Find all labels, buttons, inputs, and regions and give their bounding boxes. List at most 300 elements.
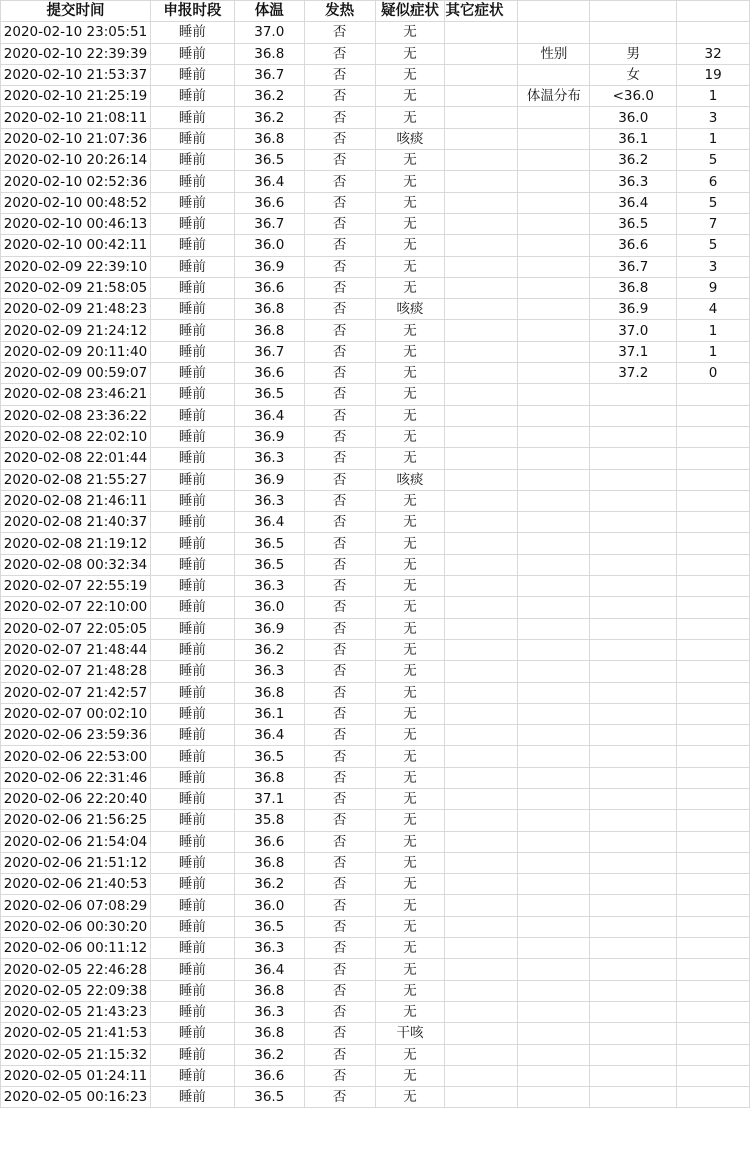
period-cell[interactable]: 睡前 xyxy=(150,938,234,959)
temp-cell[interactable]: 36.7 xyxy=(234,341,304,362)
submit-time-cell[interactable]: 2020-02-08 21:40:37 xyxy=(1,512,151,533)
fever-cell[interactable]: 否 xyxy=(304,86,375,107)
temp-cell[interactable]: 36.6 xyxy=(234,277,304,298)
empty-cell[interactable] xyxy=(518,192,590,213)
empty-cell[interactable] xyxy=(590,916,677,937)
temp-cell[interactable]: 36.2 xyxy=(234,639,304,660)
empty-cell[interactable] xyxy=(518,1023,590,1044)
fever-cell[interactable]: 否 xyxy=(304,107,375,128)
period-cell[interactable]: 睡前 xyxy=(150,874,234,895)
empty-cell[interactable] xyxy=(677,874,750,895)
suspect-symptom-cell[interactable]: 干咳 xyxy=(375,1023,445,1044)
suspect-symptom-cell[interactable]: 无 xyxy=(375,448,445,469)
period-cell[interactable]: 睡前 xyxy=(150,576,234,597)
fever-cell[interactable]: 否 xyxy=(304,171,375,192)
empty-cell[interactable] xyxy=(677,1,750,22)
empty-cell[interactable] xyxy=(518,810,590,831)
period-cell[interactable]: 睡前 xyxy=(150,746,234,767)
empty-cell[interactable] xyxy=(677,746,750,767)
other-symptom-cell[interactable] xyxy=(445,831,518,852)
suspect-symptom-cell[interactable]: 无 xyxy=(375,256,445,277)
other-symptom-cell[interactable] xyxy=(445,661,518,682)
empty-cell[interactable] xyxy=(677,469,750,490)
submit-time-cell[interactable]: 2020-02-10 23:05:51 xyxy=(1,22,151,43)
temp-cell[interactable]: 36.4 xyxy=(234,512,304,533)
empty-cell[interactable] xyxy=(518,235,590,256)
empty-cell[interactable] xyxy=(518,1044,590,1065)
temp-cell[interactable]: 36.4 xyxy=(234,959,304,980)
empty-cell[interactable] xyxy=(590,938,677,959)
empty-cell[interactable] xyxy=(677,597,750,618)
suspect-symptom-cell[interactable]: 无 xyxy=(375,405,445,426)
period-cell[interactable]: 睡前 xyxy=(150,1065,234,1086)
suspect-symptom-cell[interactable]: 无 xyxy=(375,980,445,1001)
suspect-symptom-cell[interactable]: 无 xyxy=(375,746,445,767)
other-symptom-cell[interactable] xyxy=(445,405,518,426)
empty-cell[interactable] xyxy=(518,916,590,937)
submit-time-cell[interactable]: 2020-02-05 21:41:53 xyxy=(1,1023,151,1044)
submit-time-cell[interactable]: 2020-02-09 21:58:05 xyxy=(1,277,151,298)
empty-cell[interactable] xyxy=(518,213,590,234)
temp-cell[interactable]: 36.2 xyxy=(234,86,304,107)
empty-cell[interactable] xyxy=(590,384,677,405)
fever-cell[interactable]: 否 xyxy=(304,746,375,767)
summary-value-cell[interactable]: 男 xyxy=(590,43,677,64)
temp-cell[interactable]: 36.8 xyxy=(234,852,304,873)
other-symptom-cell[interactable] xyxy=(445,533,518,554)
summary-value-cell[interactable]: 36.8 xyxy=(590,277,677,298)
summary-count-cell[interactable]: 19 xyxy=(677,64,750,85)
other-symptom-cell[interactable] xyxy=(445,448,518,469)
other-symptom-cell[interactable] xyxy=(445,384,518,405)
period-cell[interactable]: 睡前 xyxy=(150,916,234,937)
temp-cell[interactable]: 36.8 xyxy=(234,767,304,788)
empty-cell[interactable] xyxy=(518,256,590,277)
submit-time-cell[interactable]: 2020-02-06 21:40:53 xyxy=(1,874,151,895)
temp-cell[interactable]: 36.3 xyxy=(234,576,304,597)
empty-cell[interactable] xyxy=(518,469,590,490)
summary-value-cell[interactable]: 37.1 xyxy=(590,341,677,362)
empty-cell[interactable] xyxy=(518,703,590,724)
fever-cell[interactable]: 否 xyxy=(304,426,375,447)
suspect-symptom-cell[interactable]: 无 xyxy=(375,938,445,959)
suspect-symptom-cell[interactable]: 无 xyxy=(375,150,445,171)
submit-time-cell[interactable]: 2020-02-10 20:26:14 xyxy=(1,150,151,171)
temp-cell[interactable]: 36.3 xyxy=(234,1001,304,1022)
fever-cell[interactable]: 否 xyxy=(304,299,375,320)
submit-time-cell[interactable]: 2020-02-08 21:19:12 xyxy=(1,533,151,554)
summary-count-cell[interactable]: 5 xyxy=(677,192,750,213)
period-cell[interactable]: 睡前 xyxy=(150,490,234,511)
other-symptom-cell[interactable] xyxy=(445,767,518,788)
empty-cell[interactable] xyxy=(677,725,750,746)
fever-cell[interactable]: 否 xyxy=(304,767,375,788)
empty-cell[interactable] xyxy=(518,831,590,852)
suspect-symptom-cell[interactable]: 无 xyxy=(375,320,445,341)
period-cell[interactable]: 睡前 xyxy=(150,788,234,809)
summary-value-cell[interactable]: <36.0 xyxy=(590,86,677,107)
empty-cell[interactable] xyxy=(590,1065,677,1086)
summary-count-cell[interactable]: 6 xyxy=(677,171,750,192)
empty-cell[interactable] xyxy=(518,64,590,85)
temp-cell[interactable]: 37.0 xyxy=(234,22,304,43)
fever-cell[interactable]: 否 xyxy=(304,363,375,384)
suspect-symptom-cell[interactable]: 无 xyxy=(375,767,445,788)
temp-cell[interactable]: 36.3 xyxy=(234,448,304,469)
empty-cell[interactable] xyxy=(590,448,677,469)
suspect-symptom-cell[interactable]: 无 xyxy=(375,22,445,43)
period-cell[interactable]: 睡前 xyxy=(150,852,234,873)
fever-cell[interactable]: 否 xyxy=(304,725,375,746)
header-temp[interactable]: 体温 xyxy=(234,1,304,22)
other-symptom-cell[interactable] xyxy=(445,746,518,767)
submit-time-cell[interactable]: 2020-02-05 22:09:38 xyxy=(1,980,151,1001)
summary-value-cell[interactable]: 37.0 xyxy=(590,320,677,341)
period-cell[interactable]: 睡前 xyxy=(150,235,234,256)
submit-time-cell[interactable]: 2020-02-06 22:53:00 xyxy=(1,746,151,767)
empty-cell[interactable] xyxy=(590,852,677,873)
temp-cell[interactable]: 36.5 xyxy=(234,746,304,767)
period-cell[interactable]: 睡前 xyxy=(150,512,234,533)
other-symptom-cell[interactable] xyxy=(445,618,518,639)
other-symptom-cell[interactable] xyxy=(445,213,518,234)
empty-cell[interactable] xyxy=(677,533,750,554)
suspect-symptom-cell[interactable]: 无 xyxy=(375,554,445,575)
suspect-symptom-cell[interactable]: 无 xyxy=(375,703,445,724)
temp-cell[interactable]: 36.8 xyxy=(234,299,304,320)
submit-time-cell[interactable]: 2020-02-06 23:59:36 xyxy=(1,725,151,746)
fever-cell[interactable]: 否 xyxy=(304,320,375,341)
other-symptom-cell[interactable] xyxy=(445,64,518,85)
period-cell[interactable]: 睡前 xyxy=(150,959,234,980)
fever-cell[interactable]: 否 xyxy=(304,661,375,682)
fever-cell[interactable]: 否 xyxy=(304,554,375,575)
temp-cell[interactable]: 36.8 xyxy=(234,43,304,64)
summary-label-cell[interactable]: 性别 xyxy=(518,43,590,64)
period-cell[interactable]: 睡前 xyxy=(150,128,234,149)
suspect-symptom-cell[interactable]: 咳痰 xyxy=(375,469,445,490)
empty-cell[interactable] xyxy=(590,980,677,1001)
summary-count-cell[interactable]: 5 xyxy=(677,150,750,171)
empty-cell[interactable] xyxy=(518,618,590,639)
empty-cell[interactable] xyxy=(590,746,677,767)
empty-cell[interactable] xyxy=(590,767,677,788)
period-cell[interactable]: 睡前 xyxy=(150,150,234,171)
summary-value-cell[interactable]: 36.0 xyxy=(590,107,677,128)
other-symptom-cell[interactable] xyxy=(445,788,518,809)
suspect-symptom-cell[interactable]: 无 xyxy=(375,384,445,405)
empty-cell[interactable] xyxy=(677,959,750,980)
submit-time-cell[interactable]: 2020-02-06 22:31:46 xyxy=(1,767,151,788)
submit-time-cell[interactable]: 2020-02-06 22:20:40 xyxy=(1,788,151,809)
other-symptom-cell[interactable] xyxy=(445,874,518,895)
suspect-symptom-cell[interactable]: 无 xyxy=(375,171,445,192)
empty-cell[interactable] xyxy=(677,405,750,426)
other-symptom-cell[interactable] xyxy=(445,554,518,575)
fever-cell[interactable]: 否 xyxy=(304,533,375,554)
temp-cell[interactable]: 36.6 xyxy=(234,831,304,852)
submit-time-cell[interactable]: 2020-02-10 02:52:36 xyxy=(1,171,151,192)
empty-cell[interactable] xyxy=(677,810,750,831)
other-symptom-cell[interactable] xyxy=(445,938,518,959)
empty-cell[interactable] xyxy=(677,938,750,959)
temp-cell[interactable]: 36.5 xyxy=(234,384,304,405)
suspect-symptom-cell[interactable]: 无 xyxy=(375,490,445,511)
temp-cell[interactable]: 36.3 xyxy=(234,661,304,682)
other-symptom-cell[interactable] xyxy=(445,299,518,320)
temp-cell[interactable]: 36.8 xyxy=(234,1023,304,1044)
empty-cell[interactable] xyxy=(677,682,750,703)
other-symptom-cell[interactable] xyxy=(445,490,518,511)
summary-count-cell[interactable]: 1 xyxy=(677,320,750,341)
submit-time-cell[interactable]: 2020-02-06 21:51:12 xyxy=(1,852,151,873)
empty-cell[interactable] xyxy=(590,405,677,426)
suspect-symptom-cell[interactable]: 无 xyxy=(375,895,445,916)
empty-cell[interactable] xyxy=(677,1023,750,1044)
suspect-symptom-cell[interactable]: 无 xyxy=(375,1001,445,1022)
empty-cell[interactable] xyxy=(590,895,677,916)
temp-cell[interactable]: 36.5 xyxy=(234,916,304,937)
period-cell[interactable]: 睡前 xyxy=(150,192,234,213)
other-symptom-cell[interactable] xyxy=(445,171,518,192)
empty-cell[interactable] xyxy=(590,426,677,447)
summary-value-cell[interactable]: 36.3 xyxy=(590,171,677,192)
period-cell[interactable]: 睡前 xyxy=(150,213,234,234)
empty-cell[interactable] xyxy=(677,1044,750,1065)
period-cell[interactable]: 睡前 xyxy=(150,171,234,192)
summary-value-cell[interactable]: 36.5 xyxy=(590,213,677,234)
summary-value-cell[interactable]: 36.2 xyxy=(590,150,677,171)
other-symptom-cell[interactable] xyxy=(445,682,518,703)
empty-cell[interactable] xyxy=(677,767,750,788)
fever-cell[interactable]: 否 xyxy=(304,256,375,277)
empty-cell[interactable] xyxy=(518,1001,590,1022)
other-symptom-cell[interactable] xyxy=(445,277,518,298)
temp-cell[interactable]: 36.3 xyxy=(234,938,304,959)
fever-cell[interactable]: 否 xyxy=(304,128,375,149)
empty-cell[interactable] xyxy=(518,426,590,447)
other-symptom-cell[interactable] xyxy=(445,235,518,256)
suspect-symptom-cell[interactable]: 无 xyxy=(375,788,445,809)
fever-cell[interactable]: 否 xyxy=(304,788,375,809)
fever-cell[interactable]: 否 xyxy=(304,831,375,852)
fever-cell[interactable]: 否 xyxy=(304,448,375,469)
empty-cell[interactable] xyxy=(590,1023,677,1044)
other-symptom-cell[interactable] xyxy=(445,810,518,831)
other-symptom-cell[interactable] xyxy=(445,639,518,660)
empty-cell[interactable] xyxy=(518,874,590,895)
empty-cell[interactable] xyxy=(590,469,677,490)
other-symptom-cell[interactable] xyxy=(445,86,518,107)
submit-time-cell[interactable]: 2020-02-10 00:46:13 xyxy=(1,213,151,234)
submit-time-cell[interactable]: 2020-02-06 00:30:20 xyxy=(1,916,151,937)
other-symptom-cell[interactable] xyxy=(445,128,518,149)
empty-cell[interactable] xyxy=(590,597,677,618)
submit-time-cell[interactable]: 2020-02-08 23:36:22 xyxy=(1,405,151,426)
header-period[interactable]: 申报时段 xyxy=(150,1,234,22)
fever-cell[interactable]: 否 xyxy=(304,959,375,980)
fever-cell[interactable]: 否 xyxy=(304,1065,375,1086)
fever-cell[interactable]: 否 xyxy=(304,938,375,959)
period-cell[interactable]: 睡前 xyxy=(150,107,234,128)
empty-cell[interactable] xyxy=(677,490,750,511)
submit-time-cell[interactable]: 2020-02-09 00:59:07 xyxy=(1,363,151,384)
empty-cell[interactable] xyxy=(518,320,590,341)
fever-cell[interactable]: 否 xyxy=(304,916,375,937)
empty-cell[interactable] xyxy=(518,22,590,43)
temp-cell[interactable]: 36.8 xyxy=(234,980,304,1001)
other-symptom-cell[interactable] xyxy=(445,363,518,384)
summary-value-cell[interactable]: 36.7 xyxy=(590,256,677,277)
fever-cell[interactable]: 否 xyxy=(304,1001,375,1022)
submit-time-cell[interactable]: 2020-02-05 01:24:11 xyxy=(1,1065,151,1086)
temp-cell[interactable]: 36.9 xyxy=(234,256,304,277)
empty-cell[interactable] xyxy=(677,788,750,809)
suspect-symptom-cell[interactable]: 无 xyxy=(375,426,445,447)
period-cell[interactable]: 睡前 xyxy=(150,363,234,384)
period-cell[interactable]: 睡前 xyxy=(150,277,234,298)
suspect-symptom-cell[interactable]: 无 xyxy=(375,576,445,597)
summary-count-cell[interactable]: 1 xyxy=(677,128,750,149)
submit-time-cell[interactable]: 2020-02-08 23:46:21 xyxy=(1,384,151,405)
suspect-symptom-cell[interactable]: 无 xyxy=(375,874,445,895)
submit-time-cell[interactable]: 2020-02-10 21:08:11 xyxy=(1,107,151,128)
temp-cell[interactable]: 36.5 xyxy=(234,1087,304,1108)
other-symptom-cell[interactable] xyxy=(445,512,518,533)
period-cell[interactable]: 睡前 xyxy=(150,980,234,1001)
temp-cell[interactable]: 36.0 xyxy=(234,597,304,618)
empty-cell[interactable] xyxy=(590,661,677,682)
summary-count-cell[interactable]: 3 xyxy=(677,256,750,277)
empty-cell[interactable] xyxy=(518,171,590,192)
fever-cell[interactable]: 否 xyxy=(304,980,375,1001)
period-cell[interactable]: 睡前 xyxy=(150,469,234,490)
empty-cell[interactable] xyxy=(518,448,590,469)
submit-time-cell[interactable]: 2020-02-09 20:11:40 xyxy=(1,341,151,362)
suspect-symptom-cell[interactable]: 无 xyxy=(375,533,445,554)
period-cell[interactable]: 睡前 xyxy=(150,1001,234,1022)
empty-cell[interactable] xyxy=(677,703,750,724)
submit-time-cell[interactable]: 2020-02-07 22:10:00 xyxy=(1,597,151,618)
empty-cell[interactable] xyxy=(590,1044,677,1065)
suspect-symptom-cell[interactable]: 无 xyxy=(375,1087,445,1108)
suspect-symptom-cell[interactable]: 无 xyxy=(375,661,445,682)
temp-cell[interactable]: 36.7 xyxy=(234,64,304,85)
fever-cell[interactable]: 否 xyxy=(304,490,375,511)
fever-cell[interactable]: 否 xyxy=(304,639,375,660)
empty-cell[interactable] xyxy=(590,788,677,809)
submit-time-cell[interactable]: 2020-02-05 21:43:23 xyxy=(1,1001,151,1022)
summary-label-cell[interactable]: 体温分布 xyxy=(518,86,590,107)
submit-time-cell[interactable]: 2020-02-10 21:53:37 xyxy=(1,64,151,85)
suspect-symptom-cell[interactable]: 无 xyxy=(375,235,445,256)
empty-cell[interactable] xyxy=(677,852,750,873)
fever-cell[interactable]: 否 xyxy=(304,43,375,64)
fever-cell[interactable]: 否 xyxy=(304,22,375,43)
empty-cell[interactable] xyxy=(518,959,590,980)
temp-cell[interactable]: 36.6 xyxy=(234,363,304,384)
period-cell[interactable]: 睡前 xyxy=(150,554,234,575)
fever-cell[interactable]: 否 xyxy=(304,852,375,873)
temp-cell[interactable]: 36.5 xyxy=(234,533,304,554)
summary-value-cell[interactable]: 36.4 xyxy=(590,192,677,213)
temp-cell[interactable]: 36.2 xyxy=(234,107,304,128)
empty-cell[interactable] xyxy=(590,1001,677,1022)
empty-cell[interactable] xyxy=(518,512,590,533)
empty-cell[interactable] xyxy=(677,426,750,447)
empty-cell[interactable] xyxy=(590,725,677,746)
fever-cell[interactable]: 否 xyxy=(304,597,375,618)
other-symptom-cell[interactable] xyxy=(445,192,518,213)
empty-cell[interactable] xyxy=(518,725,590,746)
submit-time-cell[interactable]: 2020-02-09 21:48:23 xyxy=(1,299,151,320)
summary-value-cell[interactable]: 36.9 xyxy=(590,299,677,320)
empty-cell[interactable] xyxy=(590,874,677,895)
period-cell[interactable]: 睡前 xyxy=(150,831,234,852)
other-symptom-cell[interactable] xyxy=(445,469,518,490)
period-cell[interactable]: 睡前 xyxy=(150,405,234,426)
other-symptom-cell[interactable] xyxy=(445,1023,518,1044)
temp-cell[interactable]: 36.1 xyxy=(234,703,304,724)
other-symptom-cell[interactable] xyxy=(445,725,518,746)
temp-cell[interactable]: 36.2 xyxy=(234,1044,304,1065)
fever-cell[interactable]: 否 xyxy=(304,277,375,298)
header-suspect-symptoms[interactable]: 疑似症状 xyxy=(375,1,445,22)
temp-cell[interactable]: 35.8 xyxy=(234,810,304,831)
other-symptom-cell[interactable] xyxy=(445,703,518,724)
empty-cell[interactable] xyxy=(677,639,750,660)
fever-cell[interactable]: 否 xyxy=(304,341,375,362)
suspect-symptom-cell[interactable]: 无 xyxy=(375,192,445,213)
empty-cell[interactable] xyxy=(677,661,750,682)
fever-cell[interactable]: 否 xyxy=(304,703,375,724)
submit-time-cell[interactable]: 2020-02-08 21:55:27 xyxy=(1,469,151,490)
period-cell[interactable]: 睡前 xyxy=(150,597,234,618)
other-symptom-cell[interactable] xyxy=(445,1087,518,1108)
suspect-symptom-cell[interactable]: 无 xyxy=(375,639,445,660)
empty-cell[interactable] xyxy=(518,682,590,703)
empty-cell[interactable] xyxy=(677,22,750,43)
period-cell[interactable]: 睡前 xyxy=(150,767,234,788)
empty-cell[interactable] xyxy=(518,895,590,916)
submit-time-cell[interactable]: 2020-02-05 21:15:32 xyxy=(1,1044,151,1065)
submit-time-cell[interactable]: 2020-02-09 22:39:10 xyxy=(1,256,151,277)
temp-cell[interactable]: 36.5 xyxy=(234,554,304,575)
other-symptom-cell[interactable] xyxy=(445,22,518,43)
submit-time-cell[interactable]: 2020-02-06 21:54:04 xyxy=(1,831,151,852)
empty-cell[interactable] xyxy=(590,1,677,22)
other-symptom-cell[interactable] xyxy=(445,916,518,937)
empty-cell[interactable] xyxy=(590,512,677,533)
period-cell[interactable]: 睡前 xyxy=(150,43,234,64)
other-symptom-cell[interactable] xyxy=(445,1044,518,1065)
other-symptom-cell[interactable] xyxy=(445,107,518,128)
fever-cell[interactable]: 否 xyxy=(304,874,375,895)
submit-time-cell[interactable]: 2020-02-10 21:07:36 xyxy=(1,128,151,149)
fever-cell[interactable]: 否 xyxy=(304,512,375,533)
empty-cell[interactable] xyxy=(518,299,590,320)
empty-cell[interactable] xyxy=(518,384,590,405)
summary-count-cell[interactable]: 1 xyxy=(677,341,750,362)
empty-cell[interactable] xyxy=(590,618,677,639)
empty-cell[interactable] xyxy=(518,639,590,660)
empty-cell[interactable] xyxy=(677,448,750,469)
fever-cell[interactable]: 否 xyxy=(304,618,375,639)
empty-cell[interactable] xyxy=(590,554,677,575)
temp-cell[interactable]: 36.9 xyxy=(234,469,304,490)
empty-cell[interactable] xyxy=(590,639,677,660)
header-fever[interactable]: 发热 xyxy=(304,1,375,22)
